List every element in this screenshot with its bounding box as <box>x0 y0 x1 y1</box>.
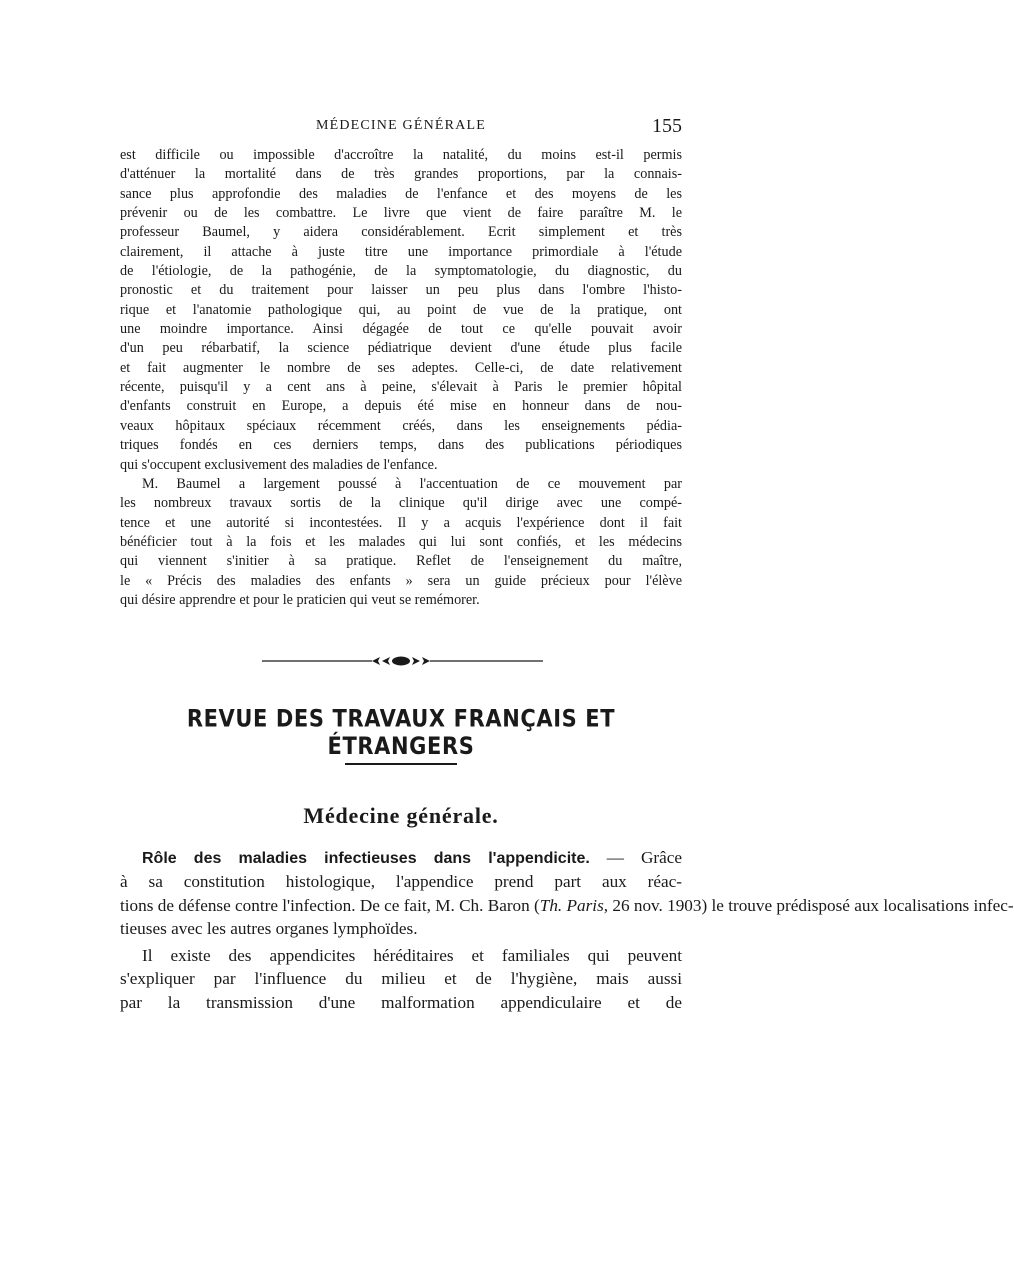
text-line: d'atténuer la mortalité dans de très grandes proportions, par la connais- <box>120 166 682 183</box>
review-paragraph-1 <box>120 146 682 475</box>
text-line: de l'étiologie, de la pathogénie, de la symptomatologie, du diagnostic, du <box>120 263 682 280</box>
text-fragment: tions de défense contre l'infection. De ce fait, M. Ch. Baron ( <box>120 895 540 915</box>
text-line: M. Baumel a largement poussé à l'accentuation de ce mouvement par <box>142 475 682 492</box>
text-line: clairement, il attache à juste titre une importance primordiale à l'étude <box>120 243 682 260</box>
text-line: bénéficier tout à la fois et les malades qui lui sont confiés, et les médecins <box>120 533 682 550</box>
text-line: sance plus approfondie des maladies de l'enfance et des moyens de les <box>120 185 682 202</box>
text-line: d'un peu rébarbatif, la science pédiatrique devient d'une étude plus facile <box>120 340 682 357</box>
text-line: et fait augmenter le nombre de ses adeptes. Celle-ci, de date relativement <box>120 359 682 376</box>
text-line: le « Précis des maladies des enfants » sera un guide précieux pour l'élève <box>120 572 682 589</box>
article-heading: Rôle des maladies infectieuses dans l'appendicite. <box>142 850 590 867</box>
page-number: 155 <box>652 115 682 137</box>
ornamental-divider <box>0 655 800 667</box>
text-line: une moindre importance. Ainsi dégagée de tout ce qu'elle pouvait avoir <box>120 321 682 338</box>
running-head <box>120 115 682 140</box>
article-body <box>120 846 1014 1014</box>
text-line: professeur Baumel, y aidera considérablement. Ecrit simplement et très <box>120 224 682 241</box>
section-title: REVUE DES TRAVAUX FRANÇAIS ET ÉTRANGERS <box>186 704 616 760</box>
text-line: récente, puisqu'il y a cent ans à peine, s'élevait à Paris le premier hôpital <box>120 379 682 396</box>
subsection-title: Médecine générale. <box>303 803 499 828</box>
text-line: Il existe des appendicites héréditaires et familiales qui peuvent <box>142 946 682 966</box>
text-line: d'enfants construit en Europe, a depuis été mise en honneur dans de nou- <box>120 398 682 415</box>
running-title: MÉDECINE GÉNÉRALE <box>315 118 487 133</box>
text-line: tieuses avec les autres organes lymphoïdes. <box>120 918 418 938</box>
text-line: les nombreux travaux sortis de la clinique qu'il dirige avec une compé- <box>120 495 682 512</box>
text-line <box>120 846 682 870</box>
text-fragment: , 26 nov. 1903) le trouve prédisposé aux localisations infec- <box>603 895 1014 915</box>
text-line: est difficile ou impossible d'accroître la natalité, du moins est-il permis <box>120 147 682 163</box>
text-line: rique et l'anatomie pathologique qui, au point de vue de la pratique, ont <box>120 301 682 318</box>
text-fragment: — Grâce <box>606 848 682 867</box>
text-line: s'expliquer par l'influence du milieu et de l'hygiène, mais aussi <box>120 969 682 989</box>
text-line: pronostic et du traitement pour laisser un peu plus dans l'ombre l'histo- <box>120 282 682 299</box>
text-line: qui viennent s'initier à sa pratique. Reflet de l'enseignement du maître, <box>120 553 682 570</box>
section-rule <box>345 763 457 765</box>
text-line: prévenir ou de les combattre. Le livre que vient de faire paraître M. le <box>120 205 682 222</box>
review-paragraph-2 <box>120 475 682 610</box>
review-text <box>120 146 682 610</box>
article-paragraph-1 <box>120 846 1014 940</box>
text-line: par la transmission d'une malformation appendiculaire et de <box>120 992 682 1012</box>
text-line: triques fondés en ces derniers temps, dans des publications périodiques <box>120 437 682 454</box>
text-line: à sa constitution histologique, l'appendice prend part aux réac- <box>120 872 682 892</box>
text-line: tence et une autorité si incontestées. Il y a acquis l'expérience dont il fait <box>120 514 682 531</box>
text-line <box>120 894 1014 917</box>
citation-italic: Th. Paris <box>539 895 604 915</box>
article-paragraph-2 <box>120 944 682 1014</box>
text-line: qui s'occupent exclusivement des maladies de l'enfance. <box>120 456 438 473</box>
text-line: veaux hôpitaux spéciaux récemment créés, dans les enseignements pédia- <box>120 417 682 434</box>
text-line: qui désire apprendre et pour le praticien qui veut se remémorer. <box>120 591 480 608</box>
